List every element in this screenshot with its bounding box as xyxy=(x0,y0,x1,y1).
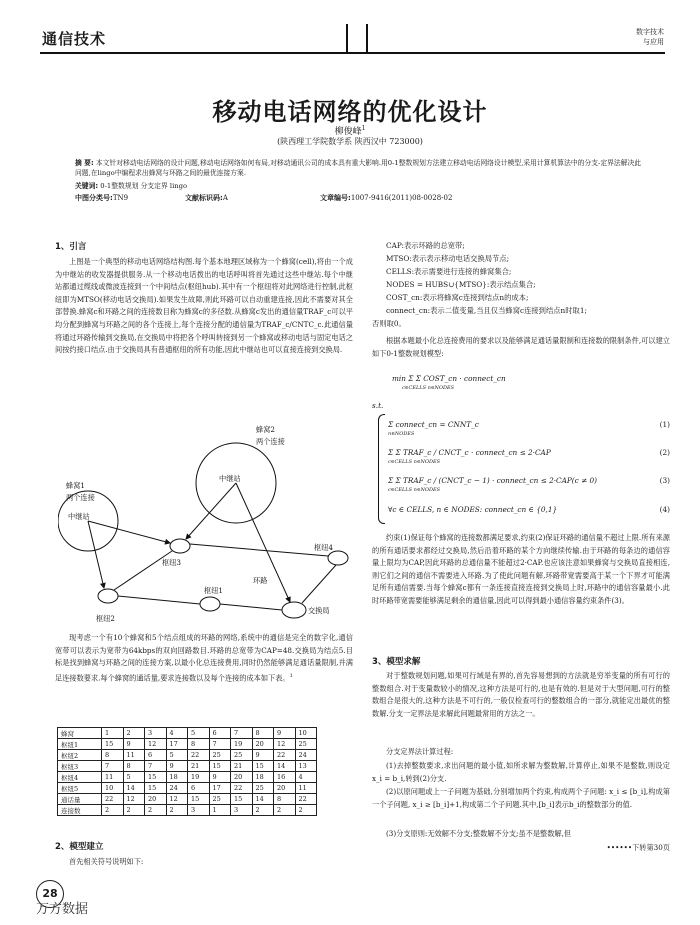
keywords-label: 关键词: xyxy=(75,182,99,190)
table-cell: 15 xyxy=(145,783,167,794)
table-cell: 2 xyxy=(123,805,145,816)
table-cell: 6 xyxy=(209,728,231,739)
network-diagram xyxy=(58,378,353,623)
table-cell: 2 xyxy=(295,805,317,816)
table-cell: 22 xyxy=(102,794,124,805)
symbol-definitions xyxy=(372,239,670,330)
table-cell: 22 xyxy=(274,750,296,761)
table-cell: 2 xyxy=(166,805,188,816)
table-cell: 14 xyxy=(274,761,296,772)
table-cell: 8 xyxy=(274,794,296,805)
table-cell: 5 xyxy=(123,772,145,783)
abstract-text: 本文针对移动电话网络的设计问题,移动电话网络如何布局,对移动通讯公司的成本具有重大影响.用0-1整数规划方法建立移动电话网络设计模型,采用计算机算法中的分支-定界法解决此问题,在lingo中编程求出蜂窝与环路之间的最优连接方案. xyxy=(75,159,642,177)
table-row xyxy=(58,805,317,816)
section-3-paragraph-3: (1)去掉整数要求,求出问题的最小值,如所求解为整数解,计算停止,如果不是整数,则设定 x_i = b_i,转到(2)分支. xyxy=(372,761,670,783)
table-cell: 4 xyxy=(295,772,317,783)
author-sup: 1 xyxy=(361,125,366,132)
table-cell: 25 xyxy=(209,794,231,805)
objective-function xyxy=(392,374,672,394)
table-cell: 22 xyxy=(188,750,210,761)
table-row-label: 枢纽5 xyxy=(58,783,102,794)
relay-left-label: 中继站 xyxy=(68,512,90,521)
table-cell: 15 xyxy=(252,761,274,772)
loop-edge-2-3 xyxy=(114,551,172,590)
table-cell: 4 xyxy=(166,728,188,739)
section-3-paragraph-5: (3)分支原则:无效解不分支;整数解不分支;虽不是整数解,但 xyxy=(386,829,572,838)
table-row xyxy=(58,794,317,805)
table-cell: 24 xyxy=(295,750,317,761)
table-cell: 14 xyxy=(123,783,145,794)
constraint-3-formula: Σ Σ TRAF_c / (CNCT_c − 1) · connect_cn ≤ 2·CAP(c ≠ 0) xyxy=(388,476,597,485)
mtso-label: 交换局 xyxy=(308,606,330,615)
table-cell: 7 xyxy=(145,761,167,772)
def-mtso: MTSO:表示表示移动电话交换局节点; xyxy=(386,254,510,263)
journal-logo-line1: 数字技术 xyxy=(636,28,664,36)
table-cell: 11 xyxy=(102,772,124,783)
table-row-label: 蜂窝 xyxy=(58,728,102,739)
cell1-label: 蜂窝1 xyxy=(66,481,85,490)
loop-edge-mtso-1 xyxy=(220,604,282,610)
constraint-explanation: 约束(1)保证每个蜂窝的连接数都满足要求,约束(2)保证环路的通信量不超过上限.所有来源的所有通话要求都经过交换局,然后沿着环路的某个方向继续传输.由于环路的每条边的通信容量上限均为CAP,因此环路的总通信量不能超过2·CAP.也应该注意如果蜂窝与交换局直接相连,则它们之间的通信不需要进入环路.为了使此问题有解,环路带宽需要高于某一个下界才可能满足所有通信需要.当每个蜂窝c都有一条连接直接连接到交换局上时,环路中的通信容量最小.此时环路带宽需要能够满足剩余的通信量,因此可以得到最小通信容量约束条件(3)。 xyxy=(372,533,670,605)
table-cell: 15 xyxy=(231,794,253,805)
cost-table xyxy=(57,727,317,816)
table-cell: 12 xyxy=(166,794,188,805)
table-cell: 25 xyxy=(209,750,231,761)
table-cell: 3 xyxy=(145,728,167,739)
table-cell: 17 xyxy=(166,739,188,750)
table-cell: 6 xyxy=(188,783,210,794)
table-cell: 20 xyxy=(274,783,296,794)
doc-code-value: A xyxy=(222,194,228,202)
table-cell: 21 xyxy=(231,761,253,772)
table-cell: 2 xyxy=(123,728,145,739)
section-2-heading: 2、模型建立 xyxy=(55,842,104,852)
table-cell: 8 xyxy=(188,739,210,750)
article-no-value: 1007-9416(2011)08-0028-02 xyxy=(350,194,453,202)
constraint-2-formula: Σ Σ TRAF_c / CNCT_c · connect_cn ≤ 2·CAP xyxy=(388,448,551,457)
table-cell: 5 xyxy=(166,750,188,761)
hub1-node xyxy=(200,597,220,611)
table-cell: 6 xyxy=(145,750,167,761)
table-cell: 10 xyxy=(295,728,317,739)
continued-note: ••••••下转第30页 xyxy=(606,843,670,852)
keywords xyxy=(75,180,187,190)
constraint-1-number: (1) xyxy=(659,420,670,429)
table-cell: 25 xyxy=(295,739,317,750)
table-cell: 8 xyxy=(123,761,145,772)
def-cost: COST_cn:表示将蜂窝c连接到结点n的成本; xyxy=(386,293,529,302)
table-cell: 21 xyxy=(188,761,210,772)
table-row xyxy=(58,783,317,794)
table-cell: 9 xyxy=(123,739,145,750)
journal-logo xyxy=(612,27,664,47)
header-divider-bars xyxy=(346,24,368,52)
cell1-link-hub2 xyxy=(88,521,104,588)
table-cell: 15 xyxy=(145,772,167,783)
constraint-3-number: (3) xyxy=(659,476,670,485)
table-row-label: 连接数 xyxy=(58,805,102,816)
section-2-intro: 首先相关符号说明如下: xyxy=(69,857,144,866)
constraint-4-number: (4) xyxy=(659,505,670,514)
table-cell: 25 xyxy=(231,750,253,761)
section-3-heading: 3、模型求解 xyxy=(372,657,421,667)
table-cell: 11 xyxy=(123,750,145,761)
table-cell: 16 xyxy=(274,772,296,783)
table-cell: 12 xyxy=(123,794,145,805)
table-cell: 20 xyxy=(252,739,274,750)
constraint-brace xyxy=(378,414,385,524)
mtso-node xyxy=(282,602,306,618)
table-cell: 9 xyxy=(166,761,188,772)
table-row xyxy=(58,739,317,750)
constraint-1-formula: Σ connect_cn = CNNT_c xyxy=(388,420,479,429)
article-no-label: 文章编号: xyxy=(320,194,351,202)
table-cell: 2 xyxy=(274,805,296,816)
table-cell: 1 xyxy=(209,805,231,816)
table-cell: 13 xyxy=(295,761,317,772)
cell1-sub: 两个连接 xyxy=(66,493,95,502)
table-cell: 3 xyxy=(188,805,210,816)
table-cell: 11 xyxy=(295,783,317,794)
table-cell: 15 xyxy=(209,761,231,772)
constraint-2-sub: c∈CELLS n∈NODES xyxy=(388,459,441,465)
model-intro: 根据本题最小化总连接费用的要求以及能够满足通话量限制和连接数的限制条件,可以建立如下0-1整数规划模型: xyxy=(372,336,670,358)
constraint-3-sub: c∈CELLS n∈NODES xyxy=(388,487,441,493)
table-cell: 2 xyxy=(145,805,167,816)
loop-edge-3-4 xyxy=(190,544,328,556)
table-cell: 5 xyxy=(188,728,210,739)
def-cells: CELLS:表示需要进行连接的蜂窝集合; xyxy=(386,267,512,276)
watermark: 万方数据 xyxy=(36,902,89,917)
loop-label: 环路 xyxy=(253,576,268,585)
section-3-paragraph-4: (2)以原问题或上一子问题为基础,分别增加两个约束,构成两个子问题: x_i ≤ [b_i],构成第一个子问题, x_i ≥ [b_i]+1,构成第二个子问题.其中,[b_i]表示b_i的整数部分的值. xyxy=(372,787,670,809)
constraint-4 xyxy=(388,505,670,519)
objective-formula: min Σ Σ COST_cn · connect_cn xyxy=(392,374,506,383)
hub2-node xyxy=(98,589,118,603)
loop-edge-1-2 xyxy=(118,596,200,604)
table-cell: 24 xyxy=(166,783,188,794)
table-row xyxy=(58,772,317,783)
def-nodes: NODES = HUBS∪{MTSO}:表示结点集合; xyxy=(386,280,536,289)
hub4-node xyxy=(328,551,348,565)
table-cell: 9 xyxy=(252,750,274,761)
table-cell: 10 xyxy=(102,783,124,794)
hub1-label: 枢纽1 xyxy=(204,586,223,595)
table-cell: 15 xyxy=(188,794,210,805)
journal-section-title: 通信技术 xyxy=(42,30,107,48)
author-name: 柳俊峰 xyxy=(334,127,362,137)
table-cell: 19 xyxy=(231,739,253,750)
table-cell: 20 xyxy=(231,772,253,783)
constraints xyxy=(388,414,670,526)
cell2-label: 蜂窝2 xyxy=(256,425,275,434)
abstract xyxy=(75,158,645,178)
table-cell: 8 xyxy=(102,750,124,761)
constraint-1-sub: n∈NODES xyxy=(388,431,415,437)
affiliation: (陕西理工学院数学系 陕西汉中 723000) xyxy=(277,137,423,146)
cell1-link-hub3 xyxy=(88,521,170,543)
article-number xyxy=(320,193,452,203)
table-cell: 12 xyxy=(274,739,296,750)
table-cell: 3 xyxy=(231,805,253,816)
loop-edge-4-mtso xyxy=(302,565,336,603)
def-connect: connect_cn:表示二值变量,当且仅当蜂窝c连接到结点n时取1; xyxy=(386,306,587,315)
section-1-heading: 1、引言 xyxy=(55,242,87,252)
table-row-label: 枢纽1 xyxy=(58,739,102,750)
section-1-paragraph-1: 上图是一个典型的移动电话网络结构图.每个基本地理区域称为一个蜂窝(cell),将由一个成为中继站的收发器提供服务.从一个移动电话拨出的电话呼叫将首先通过这些中继站.每个中继站都通过缆线或微波连接到一个中间结点(枢纽hub).其中有一个枢纽将对此网络进行控制,此枢纽即为MTSO(移动电话交换局).如果发生故障,则此环路可以自动重建连接,因此不需要对其全部替换.蜂窝c和环路之间的连接数目称为蜂窝c的多径数.从蜂窝c发出的通信量TRAF_c可以平均分配到蜂窝与环路之间的各个连接上,每个连接分配的通信量为TRAF_c/CNTC_c.此通信量将通过环路传输到交换局,在交换局中将把各个呼叫转接到另一个蜂窝或移动电话与固定电话之间按约接口结点.由于交换局具有普通枢纽的所有功能,因此中继站也可以直接连接到交换局. xyxy=(55,257,353,355)
table-cell: 7 xyxy=(102,761,124,772)
table-row xyxy=(58,750,317,761)
table-cell: 19 xyxy=(188,772,210,783)
table-cell: 25 xyxy=(252,783,274,794)
constraint-4-formula: ∀c ∈ CELLS, n ∈ NODES: connect_cn ∈ {0,1} xyxy=(388,505,558,514)
section-3-paragraph-2: 分支定界法计算过程: xyxy=(386,747,454,756)
table-cell: 22 xyxy=(295,794,317,805)
doc-code-label: 文献标识码: xyxy=(185,194,223,202)
journal-logo-line2: 与应用 xyxy=(643,38,664,46)
table-cell: 9 xyxy=(209,772,231,783)
clc-value: TN9 xyxy=(112,194,129,202)
table-cell: 9 xyxy=(274,728,296,739)
table-row-label: 枢纽4 xyxy=(58,772,102,783)
hub2-label: 枢纽2 xyxy=(96,614,115,623)
table-cell: 14 xyxy=(252,794,274,805)
cell2-sub: 两个连接 xyxy=(256,437,285,446)
st-label: s.t. xyxy=(372,401,384,410)
table-cell: 7 xyxy=(231,728,253,739)
hub4-label: 枢纽4 xyxy=(314,543,333,552)
section-1-paragraph-2 xyxy=(55,632,353,685)
hub3-node xyxy=(170,539,190,553)
cell2-link-hub3 xyxy=(186,483,236,539)
objective-sub: c∈CELLS n∈NODES xyxy=(402,385,455,391)
relay-right-label: 中继站 xyxy=(219,474,241,483)
table-cell: 8 xyxy=(252,728,274,739)
table-cell: 7 xyxy=(209,739,231,750)
section-1-paragraph-2-sup: 1 xyxy=(289,672,293,679)
doc-code xyxy=(185,193,228,203)
table-row xyxy=(58,761,317,772)
table-cell: 2 xyxy=(102,805,124,816)
page-number: 28 xyxy=(36,880,64,908)
constraint-2-number: (2) xyxy=(659,448,670,457)
section-1-paragraph-2-text: 现考虑一个有10个蜂窝和5个结点组成的环路的网络,系统中的通信是完全的数字化,通信宽带可以表示为宽带为64kbps的双向回路数目.环路的总宽带为CAP=48.交换局为结点5.目标是找到蜂窝与环路之间的连接方案,以最小化总连接费用,同时仍然能够满足通话量限制,并满足连接数要求.每个蜂窝的通话量,要求连接数以及每个连接的成本如下表。 xyxy=(55,633,353,683)
clc-code xyxy=(75,193,128,203)
table-header-row xyxy=(58,728,317,739)
table-row-label: 枢纽2 xyxy=(58,750,102,761)
header-rule xyxy=(40,52,665,54)
clc-label: 中图分类号: xyxy=(75,194,113,202)
table-cell: 1 xyxy=(102,728,124,739)
hub3-label: 枢纽3 xyxy=(162,558,181,567)
table-cell: 12 xyxy=(145,739,167,750)
table-cell: 18 xyxy=(252,772,274,783)
table-cell: 17 xyxy=(209,783,231,794)
table-cell: 2 xyxy=(252,805,274,816)
table-cell: 20 xyxy=(145,794,167,805)
def-cap: CAP:表示环路的总宽带; xyxy=(386,241,465,250)
table-cell: 18 xyxy=(166,772,188,783)
table-cell: 22 xyxy=(231,783,253,794)
table-cell: 15 xyxy=(102,739,124,750)
paper-title: 移动电话网络的优化设计 xyxy=(212,97,488,126)
table-row-label: 通话量 xyxy=(58,794,102,805)
keywords-text: 0-1整数规划 分支定界 lingo xyxy=(100,182,188,190)
abstract-label: 摘 要: xyxy=(75,159,94,167)
section-3-paragraph-1: 对于整数规划问题,如果可行域是有界的,首先容易想到的方法就是穷举变量的所有可行的整数组合.对于变量数较小的情况,这种方法是可行的,也是有效的.但是对于大型问题,可行的整数组合是很大的,这种方法是不可行的,一般仅检查可行的整数组合的一部分,就能定出最优的整数解.分支一定界法是求解此问题最常用的方法之一。 xyxy=(372,671,670,718)
def-otherwise: 否则取0。 xyxy=(372,319,406,328)
table-row-label: 枢纽3 xyxy=(58,761,102,772)
